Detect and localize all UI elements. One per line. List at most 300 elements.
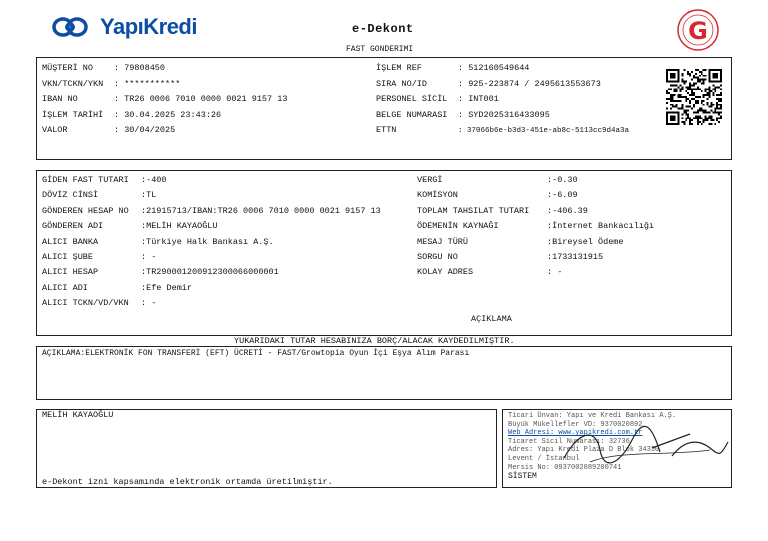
qr-module: [689, 119, 691, 121]
qr-module: [680, 90, 682, 92]
qr-module: [681, 79, 683, 81]
qr-module: [681, 73, 683, 75]
qr-module: [678, 100, 680, 102]
qr-module: [697, 115, 699, 117]
qr-module: [708, 123, 710, 125]
info-value: : TR26 0006 7010 0000 0021 9157 13: [114, 94, 288, 104]
info-label: BELGE NUMARASI: [376, 109, 448, 120]
qr-module: [687, 86, 689, 88]
transfer-row: [42, 190, 381, 205]
qr-module: [674, 88, 676, 90]
qr-module: [680, 88, 682, 90]
qr-module: [697, 77, 699, 79]
qr-module: [718, 100, 720, 102]
qr-module: [697, 111, 699, 113]
qr-module: [689, 84, 691, 86]
info-value: : 37066b6e-b3d3-451e-ab8c-5113cc9d4a3a: [458, 127, 630, 135]
qr-module: [670, 94, 672, 96]
qr-module: [710, 110, 712, 112]
transfer-label: ÖDEMENİN KAYNAĞI: [417, 221, 499, 232]
qr-module: [707, 104, 709, 106]
qr-module: [695, 83, 697, 85]
qr-module: [707, 102, 709, 104]
info-right: [376, 63, 629, 141]
qr-module: [720, 115, 722, 117]
bank-website-link[interactable]: Web Adresi: www.yapikredi.com.tr: [508, 429, 643, 438]
qr-module: [691, 119, 693, 121]
transfer-label: ALICI TCKN/VD/VKN: [42, 298, 129, 309]
qr-module: [714, 88, 716, 90]
qr-module: [718, 108, 720, 110]
qr-module: [691, 108, 693, 110]
qr-module: [705, 79, 707, 81]
transfer-row: [417, 175, 654, 190]
qr-module: [678, 96, 680, 98]
transfer-row: [417, 221, 654, 236]
qr-module: [720, 88, 722, 90]
qr-module: [666, 92, 668, 94]
qr-module: [718, 98, 720, 100]
bank-info-line: Adres: Yapı Kredi Plaza D Blok 34330: [508, 446, 660, 455]
qr-code: [666, 68, 722, 126]
qr-module: [708, 92, 710, 94]
transfer-right: [417, 175, 654, 283]
qr-module: [705, 69, 707, 71]
qr-module: [687, 92, 689, 94]
qr-module: [718, 104, 720, 106]
transfer-row: [42, 175, 381, 190]
transfer-row: [42, 283, 381, 298]
qr-module: [695, 73, 697, 75]
qr-module: [693, 92, 695, 94]
qr-module: [710, 106, 712, 108]
qr-module: [718, 113, 720, 115]
qr-module: [701, 123, 703, 125]
qr-module: [712, 104, 714, 106]
qr-module: [703, 119, 705, 121]
qr-module: [681, 75, 683, 77]
qr-module: [689, 117, 691, 119]
qr-module: [670, 84, 672, 86]
qr-finder: [670, 73, 676, 79]
transfer-row: [42, 298, 381, 313]
qr-module: [703, 104, 705, 106]
qr-module: [680, 100, 682, 102]
qr-module: [710, 104, 712, 106]
qr-module: [695, 102, 697, 104]
qr-module: [697, 102, 699, 104]
transfer-label: GÖNDEREN HESAP NO: [42, 205, 129, 216]
qr-module: [695, 111, 697, 113]
qr-module: [668, 88, 670, 90]
qr-module: [699, 121, 701, 123]
signature-image: [560, 420, 730, 470]
qr-module: [718, 111, 720, 113]
qr-module: [710, 102, 712, 104]
qr-module: [695, 69, 697, 71]
qr-module: [674, 90, 676, 92]
qr-module: [707, 119, 709, 121]
qr-module: [718, 117, 720, 119]
qr-module: [712, 88, 714, 90]
qr-module: [691, 88, 693, 90]
qr-module: [676, 104, 678, 106]
qr-module: [685, 113, 687, 115]
description-text: AÇIKLAMA:ELEKTRONİK FON TRANSFERİ (EFT) ÜCRETİ - FAST/Growtopia Oyun İçi Eşya Alım Parası: [42, 349, 470, 358]
qr-module: [703, 110, 705, 112]
qr-module: [680, 94, 682, 96]
qr-module: [670, 88, 672, 90]
qr-module: [681, 121, 683, 123]
qr-module: [712, 94, 714, 96]
qr-module: [683, 83, 685, 85]
info-label: PERSONEL SİCİL: [376, 94, 448, 104]
qr-module: [707, 88, 709, 90]
qr-module: [699, 115, 701, 117]
qr-module: [705, 111, 707, 113]
transfer-label: TOPLAM TAHSILAT TUTARI: [417, 205, 530, 216]
yapikredi-logo-icon: [52, 16, 96, 38]
qr-module: [714, 123, 716, 125]
qr-module: [708, 117, 710, 119]
qr-module: [720, 108, 722, 110]
transfer-value: :İnternet Bankacılığı: [547, 221, 655, 232]
info-label: IBAN NO: [42, 94, 78, 104]
transfer-row: [42, 252, 381, 267]
qr-module: [672, 84, 674, 86]
qr-module: [683, 111, 685, 113]
qr-module: [697, 110, 699, 112]
qr-module: [681, 86, 683, 88]
sender-name: MELİH KAYAOĞLU: [42, 410, 114, 420]
qr-module: [676, 88, 678, 90]
qr-module: [703, 81, 705, 83]
qr-module: [714, 108, 716, 110]
qr-module: [681, 108, 683, 110]
qr-module: [685, 96, 687, 98]
transfer-row: [42, 206, 381, 221]
qr-module: [718, 121, 720, 123]
qr-module: [701, 117, 703, 119]
qr-module: [697, 121, 699, 123]
qr-module: [687, 73, 689, 75]
qr-module: [716, 98, 718, 100]
transfer-value: :1733131915: [547, 251, 604, 262]
qr-module: [685, 117, 687, 119]
transfer-row: [417, 252, 654, 267]
qr-module: [710, 119, 712, 121]
qr-module: [681, 104, 683, 106]
qr-module: [703, 96, 705, 98]
transfer-label: ALICI HESAP: [42, 267, 99, 278]
transfer-value: :-400: [141, 175, 167, 185]
info-value: : 79808450: [114, 63, 166, 73]
qr-module: [678, 94, 680, 96]
qr-module: [670, 98, 672, 100]
transfer-row: [42, 237, 381, 252]
qr-module: [693, 88, 695, 90]
transfer-value: : -: [141, 251, 157, 262]
qr-module: [693, 83, 695, 85]
transfer-value: :TR290001200912300066000001: [141, 267, 279, 278]
info-row: [42, 110, 287, 126]
qr-module: [705, 90, 707, 92]
e-dekont-note: e-Dekont izni kapsamında elektronik ortamda üretilmiştir.: [42, 477, 333, 487]
qr-module: [701, 79, 703, 81]
transfer-label: ALICI ŞUBE: [42, 251, 94, 262]
info-value: : INT001: [458, 94, 499, 104]
transfer-label: GİDEN FAST TUTARI: [42, 175, 129, 185]
qr-module: [668, 98, 670, 100]
qr-module: [705, 115, 707, 117]
qr-module: [685, 98, 687, 100]
qr-module: [705, 110, 707, 112]
qr-module: [689, 83, 691, 85]
qr-module: [670, 96, 672, 98]
qr-module: [701, 102, 703, 104]
transfer-row: [42, 221, 381, 236]
qr-module: [720, 104, 722, 106]
bank-stamp-icon: [676, 8, 720, 52]
qr-module: [674, 106, 676, 108]
qr-module: [703, 69, 705, 71]
qr-module: [707, 111, 709, 113]
qr-module: [689, 86, 691, 88]
info-label: SIRA NO/ID: [376, 78, 428, 89]
qr-module: [720, 100, 722, 102]
transfer-value: :Türkiye Halk Bankası A.Ş.: [141, 236, 274, 247]
qr-module: [693, 98, 695, 100]
qr-module: [681, 106, 683, 108]
qr-module: [707, 117, 709, 119]
qr-module: [699, 96, 701, 98]
system-label: SİSTEM: [508, 472, 537, 482]
qr-module: [693, 75, 695, 77]
qr-module: [714, 111, 716, 113]
qr-module: [672, 98, 674, 100]
bank-info-line: Mersis No: 0937002089200741: [508, 463, 622, 472]
qr-finder: [670, 115, 676, 121]
info-row: [376, 125, 629, 141]
qr-module: [699, 81, 701, 83]
qr-module: [681, 96, 683, 98]
qr-module: [707, 98, 709, 100]
qr-module: [689, 102, 691, 104]
qr-module: [707, 92, 709, 94]
bank-info-line: Ticaret Sicil Numarası: 32736: [508, 437, 630, 446]
qr-module: [705, 94, 707, 96]
document-subtitle: FAST GONDERIMI: [346, 45, 414, 54]
qr-module: [708, 90, 710, 92]
qr-module: [689, 100, 691, 102]
qr-module: [678, 86, 680, 88]
info-value: : 30/04/2025: [114, 125, 176, 135]
qr-module: [691, 84, 693, 86]
qr-module: [666, 108, 668, 110]
qr-module: [716, 117, 718, 119]
transfer-label: KOMİSYON: [417, 190, 458, 201]
info-row: [42, 63, 287, 79]
qr-module: [705, 119, 707, 121]
qr-module: [689, 88, 691, 90]
qr-module: [707, 94, 709, 96]
transfer-row: [417, 206, 654, 221]
transfer-value: :Bireysel Ödeme: [547, 236, 624, 247]
qr-module: [680, 96, 682, 98]
qr-module: [716, 106, 718, 108]
transfer-value: :21915713/IBAN:TR26 0006 7010 0000 0021 9157 13: [141, 205, 381, 216]
document-title: e-Dekont: [352, 22, 414, 36]
qr-module: [681, 117, 683, 119]
qr-module: [683, 121, 685, 123]
qr-module: [680, 84, 682, 86]
qr-module: [672, 96, 674, 98]
qr-module: [697, 96, 699, 98]
qr-module: [693, 106, 695, 108]
qr-module: [691, 79, 693, 81]
qr-module: [701, 73, 703, 75]
qr-module: [708, 88, 710, 90]
qr-module: [695, 77, 697, 79]
qr-module: [697, 117, 699, 119]
qr-module: [712, 119, 714, 121]
qr-module: [689, 106, 691, 108]
qr-module: [697, 81, 699, 83]
info-row: [376, 79, 629, 95]
qr-module: [720, 106, 722, 108]
qr-module: [693, 117, 695, 119]
qr-module: [693, 77, 695, 79]
qr-module: [718, 94, 720, 96]
notice-text: YUKARIDAKI TUTAR HESABINIZA BORÇ/ALACAK KAYDEDILMIŞTIR.: [234, 336, 515, 346]
qr-module: [666, 98, 668, 100]
qr-module: [716, 108, 718, 110]
transfer-value: : -: [141, 298, 157, 309]
transfer-value: :-0.30: [547, 175, 578, 185]
transfer-label: DÖVİZ CİNSİ: [42, 190, 99, 201]
qr-module: [705, 75, 707, 77]
qr-module: [672, 104, 674, 106]
qr-module: [701, 90, 703, 92]
qr-module: [685, 119, 687, 121]
qr-module: [708, 94, 710, 96]
qr-module: [716, 104, 718, 106]
info-value: : 30.04.2025 23:43:26: [114, 109, 222, 120]
qr-module: [703, 75, 705, 77]
transfer-value: :Efe Demir: [141, 282, 193, 293]
qr-module: [720, 98, 722, 100]
qr-module: [701, 100, 703, 102]
qr-module: [714, 86, 716, 88]
bank-info-line: Ticari Ünvan: Yapı ve Kredi Bankası A.Ş.: [508, 412, 677, 420]
qr-module: [712, 111, 714, 113]
transfer-row: [42, 267, 381, 282]
qr-module: [697, 123, 699, 125]
qr-module: [695, 115, 697, 117]
qr-module: [687, 113, 689, 115]
qr-module: [720, 94, 722, 96]
qr-module: [687, 110, 689, 112]
qr-module: [670, 108, 672, 110]
qr-module: [681, 81, 683, 83]
transfer-row: [417, 190, 654, 205]
qr-module: [712, 92, 714, 94]
qr-module: [683, 110, 685, 112]
qr-module: [689, 94, 691, 96]
qr-module: [693, 84, 695, 86]
qr-module: [701, 71, 703, 73]
qr-module: [708, 96, 710, 98]
qr-module: [703, 121, 705, 123]
qr-module: [689, 73, 691, 75]
qr-module: [714, 90, 716, 92]
qr-module: [695, 117, 697, 119]
qr-module: [716, 102, 718, 104]
qr-module: [697, 86, 699, 88]
qr-module: [693, 104, 695, 106]
qr-module: [720, 117, 722, 119]
qr-module: [683, 96, 685, 98]
qr-module: [697, 88, 699, 90]
qr-module: [699, 88, 701, 90]
qr-module: [687, 71, 689, 73]
qr-module: [716, 94, 718, 96]
qr-module: [720, 84, 722, 86]
qr-module: [699, 110, 701, 112]
qr-module: [683, 69, 685, 71]
qr-finder: [712, 73, 718, 79]
qr-module: [670, 104, 672, 106]
info-row: [42, 79, 287, 95]
qr-module: [703, 83, 705, 85]
transfer-row: [417, 237, 654, 252]
info-value: : 925-223874 / 2495613553673: [458, 78, 601, 89]
qr-module: [685, 86, 687, 88]
qr-module: [705, 117, 707, 119]
qr-module: [703, 94, 705, 96]
transfer-label: ALICI ADI: [42, 282, 88, 293]
qr-module: [703, 79, 705, 81]
qr-module: [718, 86, 720, 88]
qr-module: [699, 108, 701, 110]
transfer-value: :TL: [141, 190, 157, 201]
qr-module: [691, 123, 693, 125]
qr-module: [710, 90, 712, 92]
qr-module: [701, 110, 703, 112]
qr-module: [676, 100, 678, 102]
info-row: [42, 125, 287, 141]
qr-module: [708, 86, 710, 88]
qr-module: [691, 90, 693, 92]
info-label: VALOR: [42, 125, 68, 135]
qr-module: [672, 100, 674, 102]
qr-module: [708, 111, 710, 113]
qr-module: [703, 111, 705, 113]
info-row: [376, 110, 629, 126]
qr-module: [687, 117, 689, 119]
qr-module: [699, 75, 701, 77]
qr-module: [695, 100, 697, 102]
qr-module: [689, 123, 691, 125]
transfer-label: VERGİ: [417, 175, 443, 185]
qr-module: [705, 88, 707, 90]
qr-module: [699, 71, 701, 73]
qr-module: [699, 79, 701, 81]
info-label: İŞLEM REF: [376, 63, 422, 73]
qr-module: [701, 108, 703, 110]
aciklama-heading: AÇIKLAMA: [471, 314, 512, 324]
info-row: [42, 94, 287, 110]
